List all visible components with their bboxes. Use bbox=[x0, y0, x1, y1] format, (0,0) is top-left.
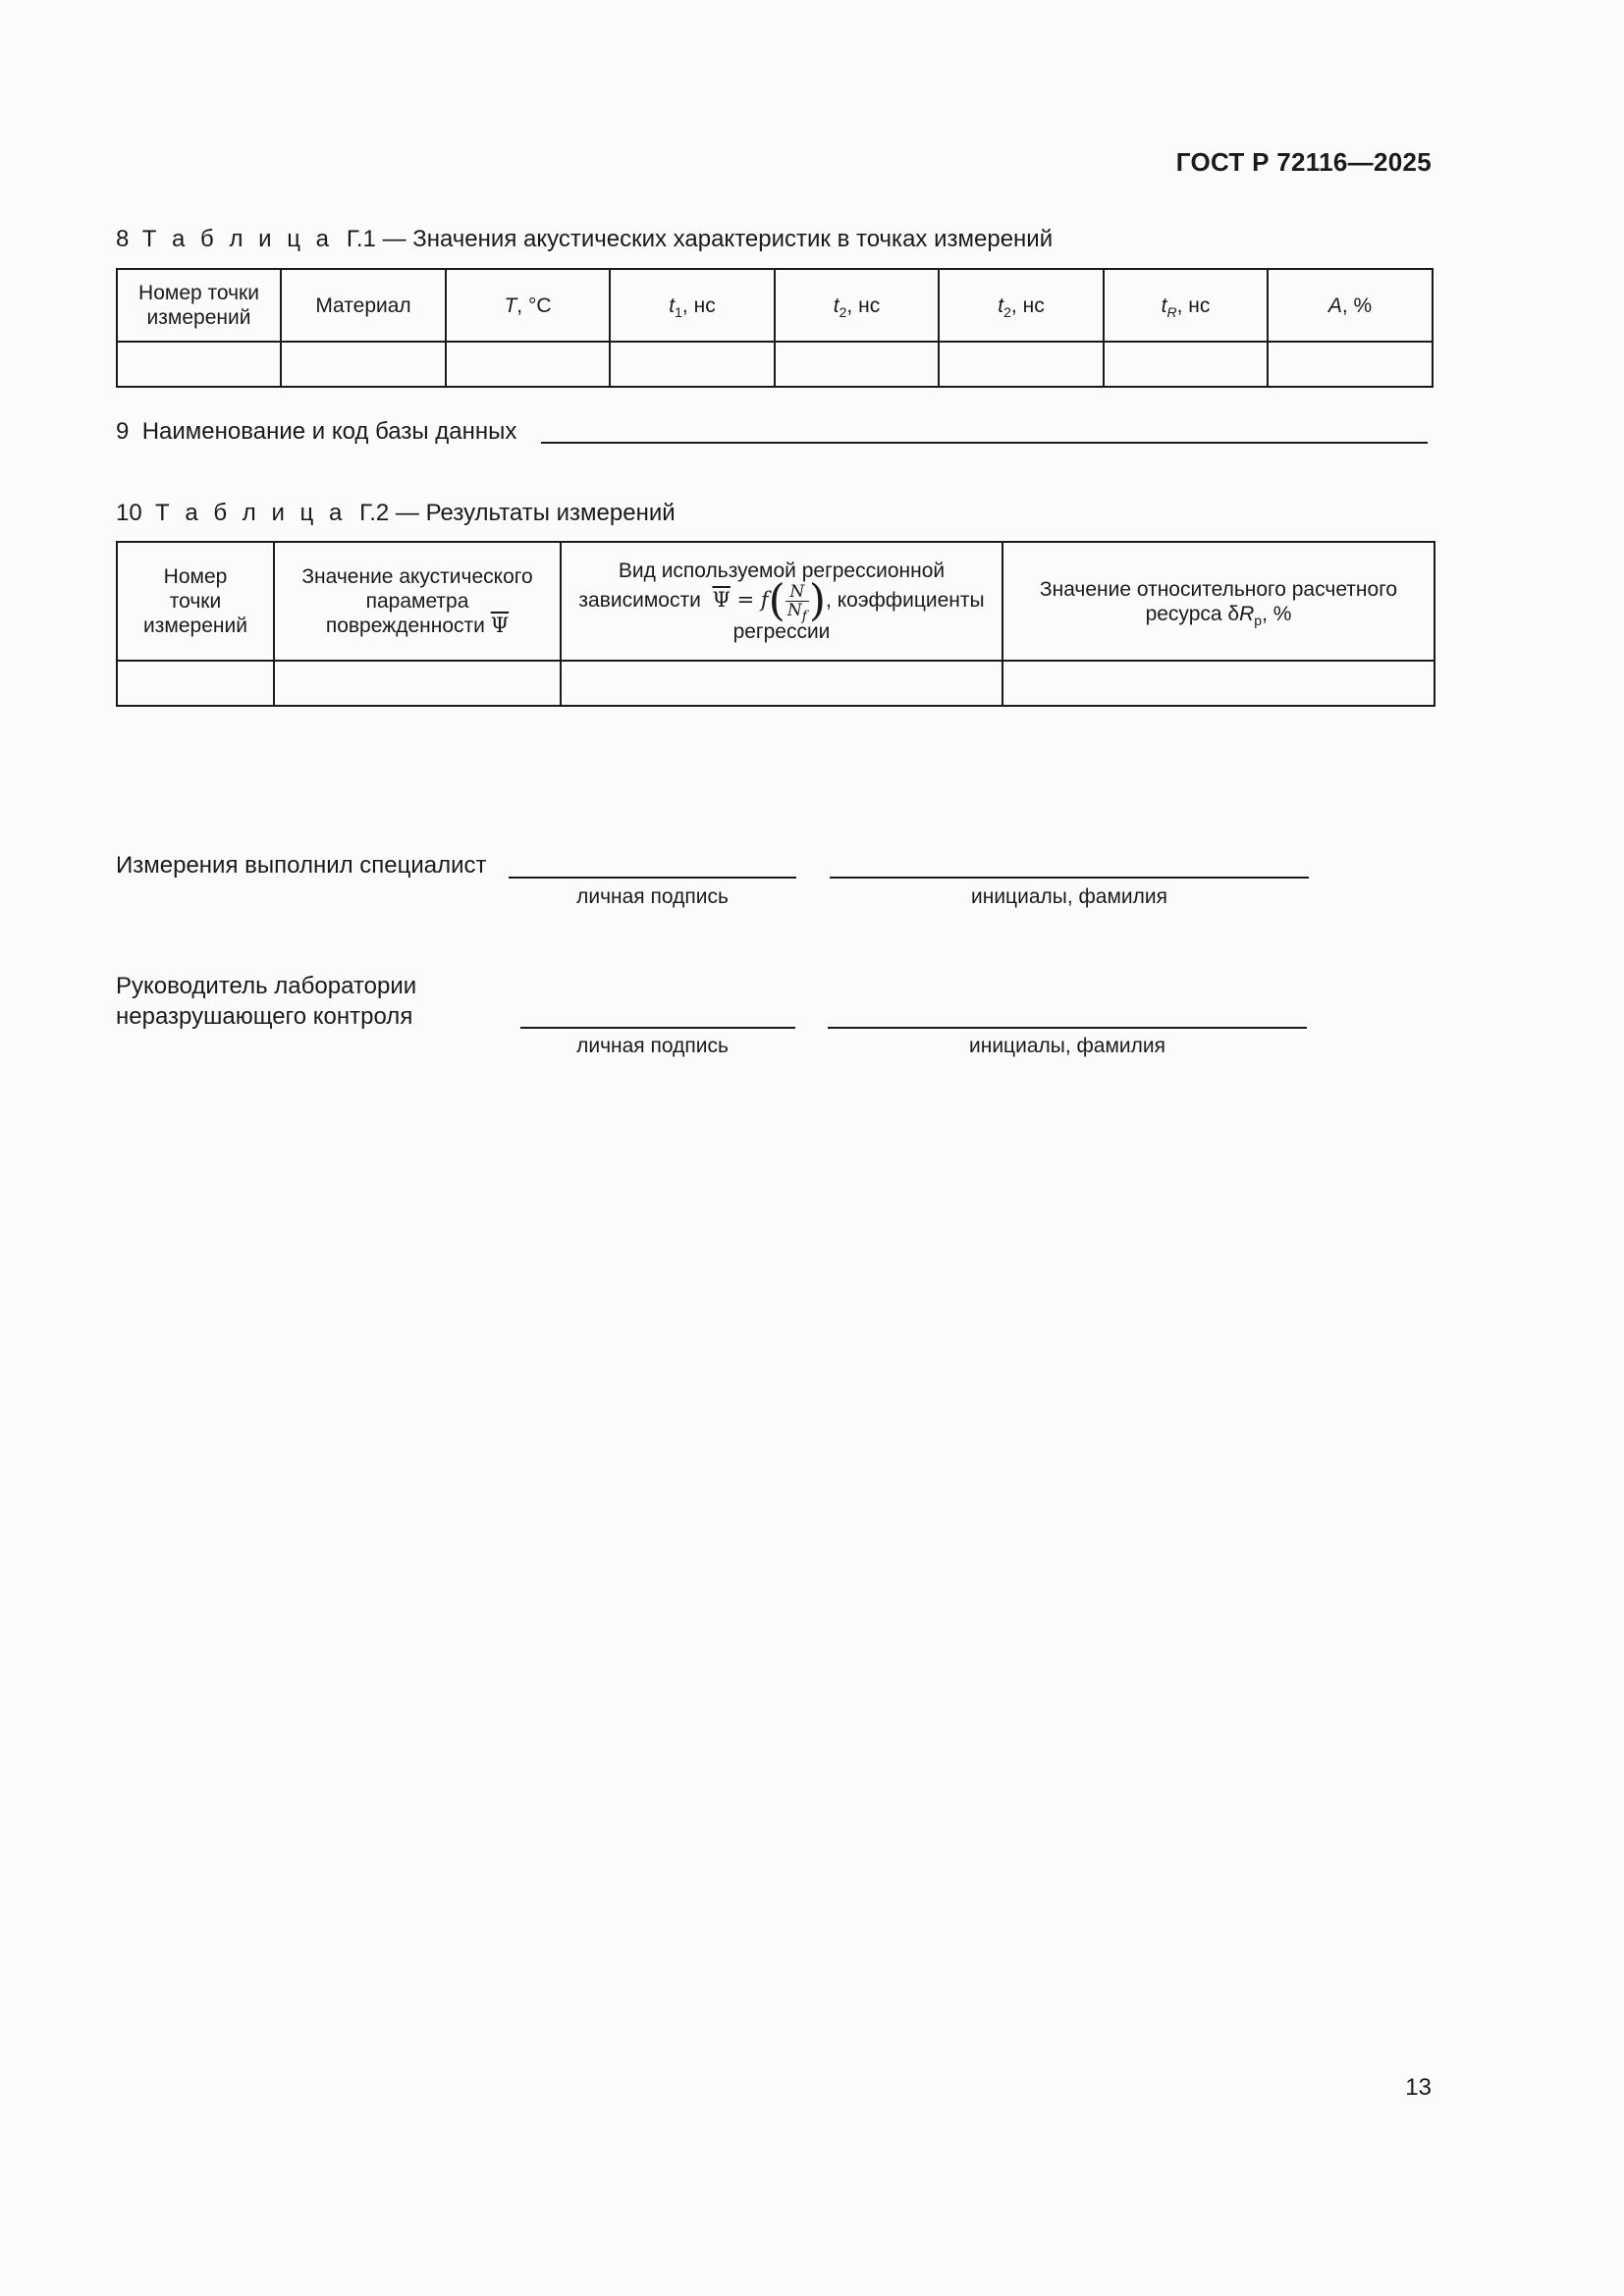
regression-formula: $\overline{\Psi} = f$( $\frac{N}{N_f}$ ) bbox=[712, 575, 827, 626]
signature-caption: личная подпись bbox=[576, 1035, 729, 1057]
header-cell-relative-resource: Значение относительного расчетного ресурса $\delta R_р$, % bbox=[1002, 542, 1435, 661]
database-name-label bbox=[116, 418, 516, 446]
header-cell-point-number: Номер точки измерений bbox=[117, 269, 281, 342]
header-cell-material: Материал bbox=[281, 269, 446, 342]
table-cell[interactable] bbox=[1268, 342, 1433, 387]
psi-symbol: $\overline{\Psi}$ bbox=[490, 614, 510, 637]
table-g1 bbox=[116, 268, 1434, 388]
name-caption: инициалы, фамилия bbox=[971, 885, 1167, 908]
header-cell-regression: Вид используемой регрессионной зависимости $\overline{\Psi} = f$( $\frac{N}{N_f}$ ), коэффициенты регрессии bbox=[561, 542, 1002, 661]
section-number: 10 bbox=[116, 500, 142, 526]
specialist-label: Измерения выполнил специалист bbox=[116, 852, 487, 879]
header-cell-amplitude: A, % bbox=[1268, 269, 1433, 342]
specialist-name-field[interactable] bbox=[830, 877, 1309, 879]
header-cell-temperature: T, °С bbox=[446, 269, 610, 342]
table-cell[interactable] bbox=[939, 342, 1104, 387]
header-cell-tR: $t_R$, нс bbox=[1104, 269, 1268, 342]
table-word: Т а б л и ц а bbox=[141, 226, 334, 252]
table-cell[interactable] bbox=[274, 661, 561, 706]
lab-head-name-field[interactable] bbox=[828, 1027, 1307, 1029]
table-cell[interactable] bbox=[446, 342, 610, 387]
table-row-empty bbox=[117, 661, 1435, 706]
table-cell[interactable] bbox=[775, 342, 939, 387]
lab-head-label: Руководитель лаборатории неразрушающего контроля bbox=[116, 973, 417, 1030]
signature-caption: личная подпись bbox=[576, 885, 729, 908]
header-cell-point-number: Номер точки измерений bbox=[117, 542, 274, 661]
table-title: Г.2 — Результаты измерений bbox=[359, 500, 676, 526]
table-cell[interactable] bbox=[610, 342, 775, 387]
table-cell[interactable] bbox=[117, 661, 274, 706]
table-cell[interactable] bbox=[1104, 342, 1268, 387]
page-number: 13 bbox=[1405, 2074, 1432, 2101]
table-title: Г.1 — Значения акустических характеристик в точках измерений bbox=[346, 226, 1054, 252]
table-g2 bbox=[116, 541, 1435, 707]
table-row-empty bbox=[117, 342, 1433, 387]
database-name-field[interactable] bbox=[541, 442, 1428, 444]
section-number: 8 bbox=[116, 226, 130, 252]
header-cell-t2: $t_2$, нс bbox=[775, 269, 939, 342]
table-word: Т а б л и ц а bbox=[155, 500, 347, 526]
name-caption: инициалы, фамилия bbox=[969, 1035, 1165, 1057]
table-cell[interactable] bbox=[561, 661, 1002, 706]
header-cell-t2-second: $t_2$, нс bbox=[939, 269, 1104, 342]
section-number: 9 bbox=[116, 418, 130, 445]
table-cell[interactable] bbox=[117, 342, 281, 387]
header-cell-damage-parameter: Значение акустического параметра поврежденности $\overline{\Psi}$ bbox=[274, 542, 561, 661]
lab-head-signature-field[interactable] bbox=[520, 1027, 795, 1029]
table-g1-caption bbox=[116, 226, 1053, 253]
document-standard-number: ГОСТ Р 72116—2025 bbox=[1175, 147, 1432, 177]
table-g2-caption bbox=[116, 500, 676, 527]
header-cell-t1: $t_1$, нс bbox=[610, 269, 775, 342]
table-header-row bbox=[117, 542, 1435, 661]
table-cell[interactable] bbox=[281, 342, 446, 387]
table-cell[interactable] bbox=[1002, 661, 1435, 706]
database-label-text: Наименование и код базы данных bbox=[141, 418, 517, 445]
specialist-signature-field[interactable] bbox=[509, 877, 796, 879]
table-header-row bbox=[117, 269, 1433, 342]
